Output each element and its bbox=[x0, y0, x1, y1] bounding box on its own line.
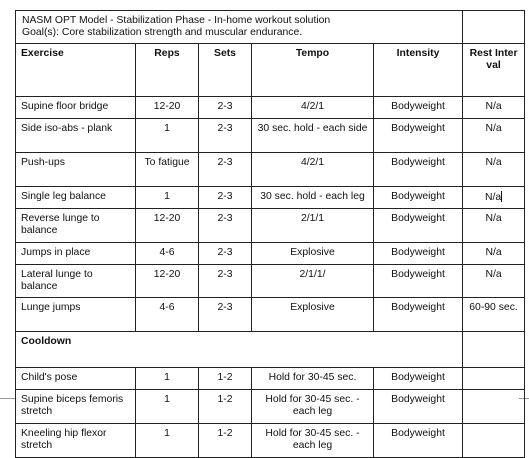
tempo-cell[interactable]: Hold for 30-45 sec. - each leg bbox=[252, 424, 374, 458]
exercise-name[interactable]: Side iso-abs - plank bbox=[16, 119, 136, 153]
exercise-name[interactable]: Supine floor bridge bbox=[16, 97, 136, 119]
table-row bbox=[16, 209, 525, 243]
table-row bbox=[16, 243, 525, 265]
title-cell[interactable] bbox=[16, 11, 463, 44]
tempo-cell[interactable]: 30 sec. hold - each leg bbox=[252, 187, 374, 209]
exercise-name[interactable]: Lunge jumps bbox=[16, 298, 136, 332]
exercise-name[interactable]: Supine biceps femoris stretch bbox=[16, 390, 136, 424]
sets-cell[interactable]: 2-3 bbox=[199, 97, 252, 119]
tempo-cell[interactable]: Explosive bbox=[252, 243, 374, 265]
table-row bbox=[16, 424, 525, 458]
intensity-cell[interactable]: Bodyweight bbox=[374, 209, 463, 243]
intensity-cell[interactable]: Bodyweight bbox=[374, 153, 463, 187]
rest-cell[interactable]: N/a bbox=[463, 243, 525, 265]
exercise-name[interactable]: Single leg balance bbox=[16, 187, 136, 209]
rest-cell[interactable] bbox=[463, 390, 525, 424]
table-row bbox=[16, 153, 525, 187]
table-row bbox=[16, 390, 525, 424]
exercise-name[interactable]: Lateral lunge to balance bbox=[16, 265, 136, 298]
reps-cell[interactable]: 12-20 bbox=[136, 209, 199, 243]
exercise-name[interactable]: Child's pose bbox=[16, 368, 136, 390]
header-intensity[interactable]: Intensity bbox=[374, 44, 463, 97]
cooldown-heading[interactable]: Cooldown bbox=[16, 332, 463, 368]
table-row bbox=[16, 119, 525, 153]
tempo-cell[interactable]: 2/1/1/ bbox=[252, 265, 374, 298]
tempo-cell[interactable]: 2/1/1 bbox=[252, 209, 374, 243]
intensity-cell[interactable]: Bodyweight bbox=[374, 368, 463, 390]
cooldown-section-row bbox=[16, 332, 525, 368]
rest-cell[interactable]: N/a bbox=[463, 187, 525, 209]
intensity-cell[interactable]: Bodyweight bbox=[374, 265, 463, 298]
intensity-cell[interactable]: Bodyweight bbox=[374, 390, 463, 424]
reps-cell[interactable]: To fatigue bbox=[136, 153, 199, 187]
sets-cell[interactable]: 2-3 bbox=[199, 209, 252, 243]
text-cursor bbox=[501, 191, 502, 202]
title-row bbox=[16, 11, 525, 44]
reps-cell[interactable]: 12-20 bbox=[136, 97, 199, 119]
reps-cell[interactable]: 1 bbox=[136, 390, 199, 424]
sets-cell[interactable]: 2-3 bbox=[199, 265, 252, 298]
sets-cell[interactable]: 2-3 bbox=[199, 243, 252, 265]
rest-cell[interactable]: N/a bbox=[463, 97, 525, 119]
rest-cell[interactable]: N/a bbox=[463, 209, 525, 243]
sets-cell[interactable]: 1-2 bbox=[199, 424, 252, 458]
title-empty-cell[interactable] bbox=[463, 11, 525, 44]
header-exercise[interactable]: Exercise bbox=[16, 44, 136, 97]
intensity-cell[interactable]: Bodyweight bbox=[374, 424, 463, 458]
tempo-cell[interactable]: 4/2/1 bbox=[252, 153, 374, 187]
header-reps[interactable]: Reps bbox=[136, 44, 199, 97]
reps-cell[interactable]: 12-20 bbox=[136, 265, 199, 298]
header-rest-interval[interactable]: Rest Interval bbox=[463, 44, 525, 97]
document-title: NASM OPT Model - Stabilization Phase - In-home workout solution bbox=[22, 15, 331, 26]
rest-cell[interactable]: N/a bbox=[463, 265, 525, 298]
tempo-cell[interactable]: Hold for 30-45 sec. bbox=[252, 368, 374, 390]
intensity-cell[interactable]: Bodyweight bbox=[374, 119, 463, 153]
reps-cell[interactable]: 1 bbox=[136, 424, 199, 458]
cooldown-empty-cell[interactable] bbox=[463, 332, 525, 368]
table-row bbox=[16, 97, 525, 119]
header-row bbox=[16, 44, 525, 97]
reps-cell[interactable]: 1 bbox=[136, 187, 199, 209]
tempo-cell[interactable]: 4/2/1 bbox=[252, 97, 374, 119]
sets-cell[interactable]: 2-3 bbox=[199, 187, 252, 209]
rest-cell[interactable] bbox=[463, 424, 525, 458]
workout-document bbox=[15, 10, 524, 458]
workout-table bbox=[15, 10, 525, 458]
rest-cell[interactable]: 60-90 sec. bbox=[463, 298, 525, 332]
tempo-cell[interactable]: Hold for 30-45 sec. - each leg bbox=[252, 390, 374, 424]
tempo-cell[interactable]: 30 sec. hold - each side bbox=[252, 119, 374, 153]
rest-cell[interactable] bbox=[463, 368, 525, 390]
header-tempo[interactable]: Tempo bbox=[252, 44, 374, 97]
exercise-name[interactable]: Push-ups bbox=[16, 153, 136, 187]
reps-cell[interactable]: 4-6 bbox=[136, 243, 199, 265]
page-edge-line-left bbox=[0, 398, 15, 399]
table-row bbox=[16, 298, 525, 332]
intensity-cell[interactable]: Bodyweight bbox=[374, 97, 463, 119]
table-row bbox=[16, 265, 525, 298]
intensity-cell[interactable]: Bodyweight bbox=[374, 243, 463, 265]
exercise-name[interactable]: Reverse lunge to balance bbox=[16, 209, 136, 243]
table-row bbox=[16, 187, 525, 209]
sets-cell[interactable]: 1-2 bbox=[199, 368, 252, 390]
table-row bbox=[16, 368, 525, 390]
reps-cell[interactable]: 4-6 bbox=[136, 298, 199, 332]
sets-cell[interactable]: 1-2 bbox=[199, 390, 252, 424]
document-goal: Goal(s): Core stabilization strength and muscular endurance. bbox=[22, 27, 303, 38]
exercise-name[interactable]: Jumps in place bbox=[16, 243, 136, 265]
tempo-cell[interactable]: Explosive bbox=[252, 298, 374, 332]
rest-cell[interactable]: N/a bbox=[463, 153, 525, 187]
rest-cell[interactable]: N/a bbox=[463, 119, 525, 153]
exercise-name[interactable]: Kneeling hip flexor stretch bbox=[16, 424, 136, 458]
intensity-cell[interactable]: Bodyweight bbox=[374, 298, 463, 332]
sets-cell[interactable]: 2-3 bbox=[199, 119, 252, 153]
sets-cell[interactable]: 2-3 bbox=[199, 298, 252, 332]
reps-cell[interactable]: 1 bbox=[136, 119, 199, 153]
reps-cell[interactable]: 1 bbox=[136, 368, 199, 390]
intensity-cell[interactable]: Bodyweight bbox=[374, 187, 463, 209]
header-sets[interactable]: Sets bbox=[199, 44, 252, 97]
sets-cell[interactable]: 2-3 bbox=[199, 153, 252, 187]
